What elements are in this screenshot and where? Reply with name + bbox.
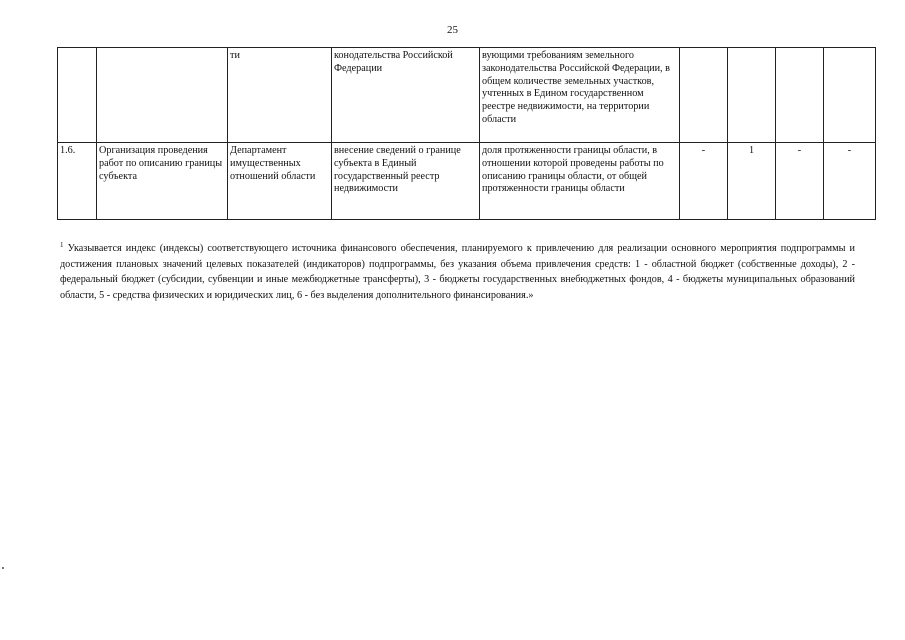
cell-value: -	[680, 143, 728, 220]
cell-activity: конодательства Российской Федерации	[332, 48, 480, 143]
cell-name	[97, 48, 228, 143]
cell-indicator: доля протяженности границы области, в отношении которой проведены работы по описанию границы области, от общей протяженности границы области	[480, 143, 680, 220]
footnote-text: Указывается индекс (индексы) соответствующего источника финансового обеспечения, планируемого к привлечению для реализации основного мероприятия подпрограммы и достижения плановых значений целевых показателей (индикаторов) подпрограммы, без указания объема привлечения средств: 1 - областной бюджет (собственные доходы), 2 - федеральный бюджет (субсидии, субвенции и иные межбюджетные трансферты), 3 - бюджеты государственных внебюджетных фондов, 4 - бюджеты муниципальных образований области, 5 - средства физических и юридических лиц, 6 - без выделения дополнительного финансирования.»	[60, 243, 856, 301]
table-row	[58, 143, 876, 220]
cell-number: 1.6.	[58, 143, 97, 220]
cell-value	[824, 48, 876, 143]
cell-value	[728, 48, 776, 143]
cell-value: 1	[728, 143, 776, 220]
cell-indicator: вующими требованиям земельного законодательства Российской Федерации, в общем количестве земельных участков, учтенных в Едином государственном реестре недвижимости, на территории области	[480, 48, 680, 143]
cell-value: -	[776, 143, 824, 220]
cell-activity: внесение сведений о границе субъекта в Единый государственный реестр недвижимости	[332, 143, 480, 220]
cell-name: Организация проведения работ по описанию границы субъекта	[97, 143, 228, 220]
cell-value: -	[824, 143, 876, 220]
scan-speck	[2, 567, 4, 569]
program-table	[57, 47, 876, 220]
footnote	[60, 238, 855, 303]
cell-executor: Департамент имущественных отношений области	[228, 143, 332, 220]
cell-executor: ти	[228, 48, 332, 143]
cell-value	[680, 48, 728, 143]
footnote-marker: 1	[60, 241, 64, 249]
cell-number	[58, 48, 97, 143]
page-number: 25	[447, 24, 458, 36]
cell-value	[776, 48, 824, 143]
table-row	[58, 48, 876, 143]
